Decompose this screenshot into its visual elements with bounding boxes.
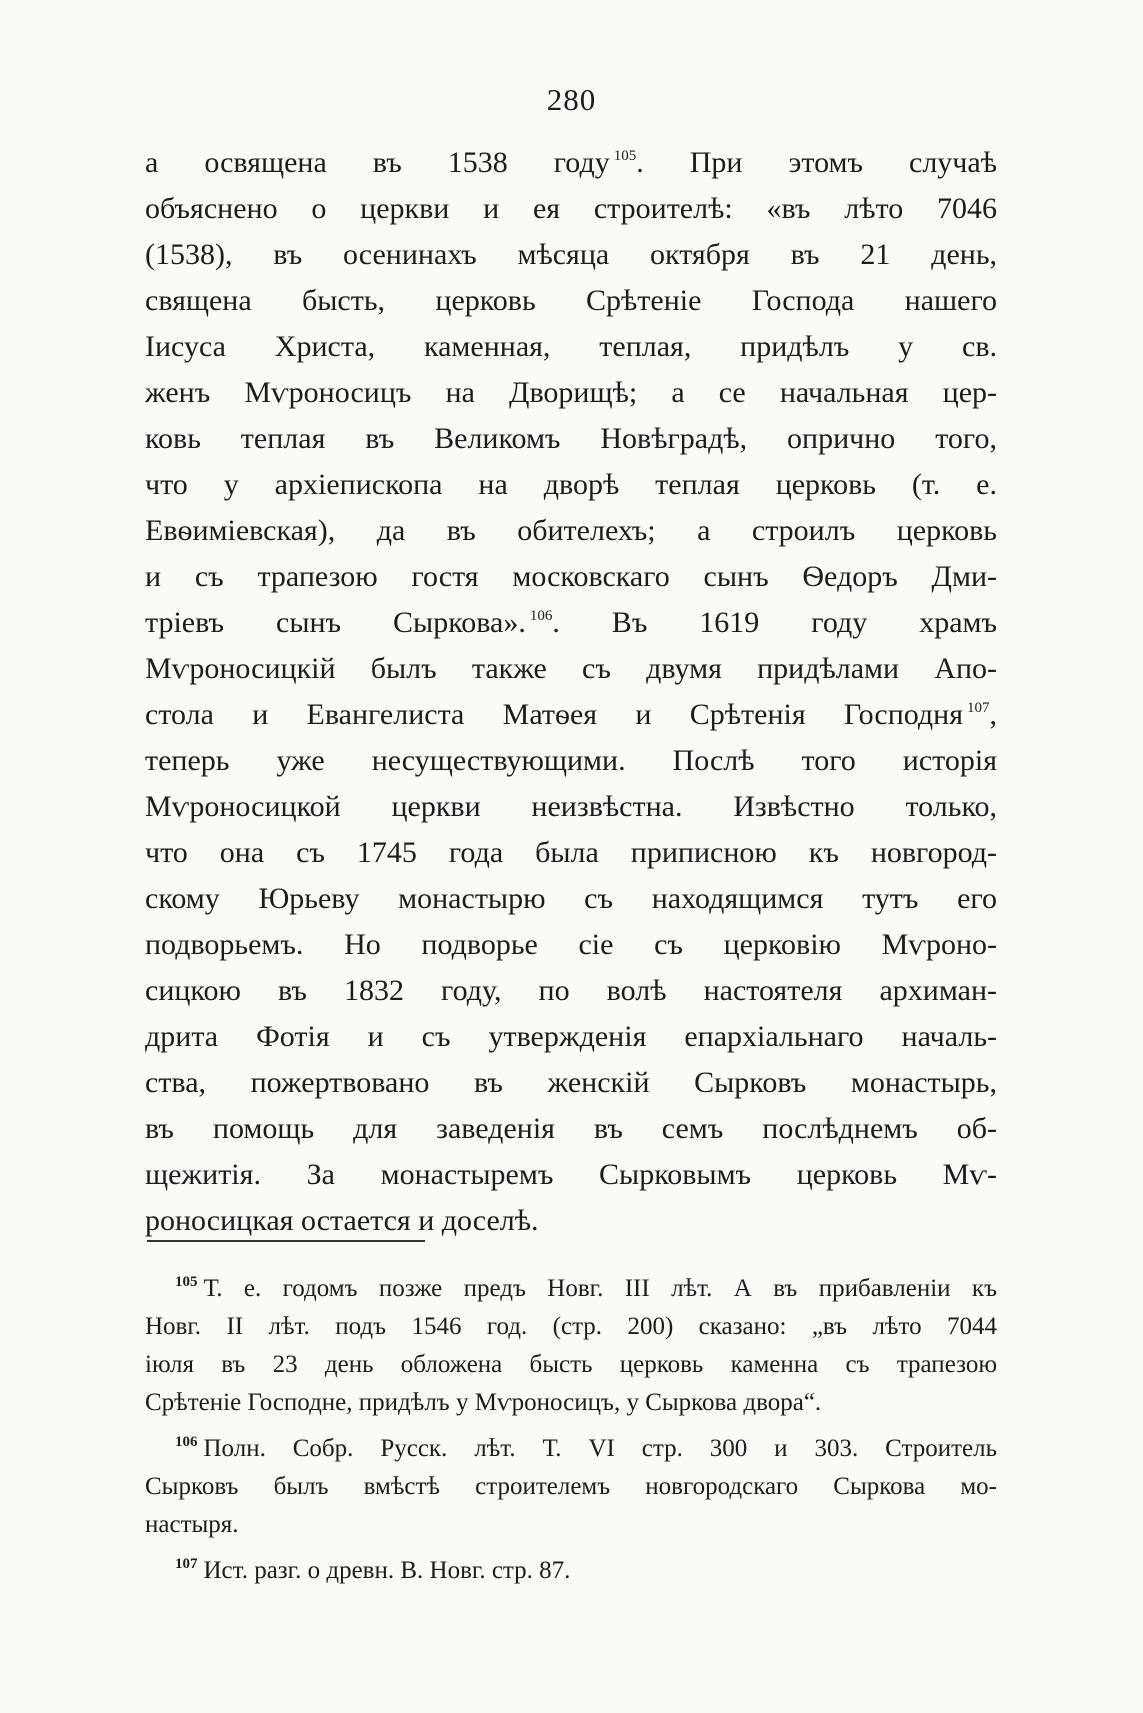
text-line: подворьемъ. Но подворье сіе съ церковію Мѵроно- <box>145 928 997 961</box>
text-line: что у архіепископа на дворѣ теплая церковь (т. е. <box>145 468 997 501</box>
footnote-line: Срѣтеніе Господне, придѣлъ у Мѵроносицъ, у Сыркова двора“. <box>145 1389 822 1416</box>
footnote-ref: 105 <box>613 148 637 164</box>
text-line: щежитія. За монастыремъ Сырковымъ церковь Мѵ- <box>145 1158 997 1191</box>
footnote-ref: 107 <box>967 700 990 716</box>
footnote-105 <box>145 1270 997 1422</box>
text-line: Іисуса Христа, каменная, теплая, придѣлъ у св. <box>145 330 997 363</box>
text-line: дрита Фотія и съ утвержденія епархіальнаго началь- <box>145 1020 997 1053</box>
page-number: 280 <box>546 82 597 117</box>
footnote-separator <box>147 1240 425 1242</box>
text-line: что она съ 1745 года была приписною къ новгород- <box>145 836 997 869</box>
text-line: въ помощь для заведенія въ семъ послѣднемъ об- <box>145 1112 997 1145</box>
footnote-number: 106 <box>175 1434 198 1450</box>
text-line: сицкою въ 1832 году, по волѣ настоятеля архиман- <box>145 974 997 1007</box>
footnote-106 <box>145 1430 997 1544</box>
text-line: Мѵроносицкой церкви неизвѣстна. Извѣстно только, <box>145 790 997 823</box>
text-line: священа бысть, церковь Срѣтеніе Господа нашего <box>145 284 997 317</box>
text-line: стола и Евангелиста Матѳея и Срѣтенія Господня $^{107}$, <box>145 698 997 731</box>
footnote-ref: 106 <box>529 608 553 624</box>
footnote-line: Новг. II лѣт. подъ 1546 год. (стр. 200) сказано: „въ лѣто 7044 <box>145 1313 997 1340</box>
main-text <box>145 140 997 1244</box>
footnote-107 <box>145 1552 997 1590</box>
text-line: женъ Мѵроносицъ на Дворищѣ; а се начальная цер- <box>145 376 997 409</box>
text-line: ства, пожертвовано въ женскій Сырковъ монастырь, <box>145 1066 997 1099</box>
text-line: объяснено о церкви и ея строителѣ: «въ лѣто 7046 <box>145 192 997 225</box>
footnote-line: Сырковъ былъ вмѣстѣ строителемъ новгородскаго Сыркова мо- <box>145 1473 997 1500</box>
text-line: тріевъ сынъ Сыркова». $^{106}$. Въ 1619 году храмъ <box>145 606 997 639</box>
text-line: Мѵроносицкій былъ также съ двумя придѣлами Апо- <box>145 652 997 685</box>
footnote-line: $^{106}$ Полн. Собр. Русск. лѣт. Т. VI стр. 300 и 303. Строитель <box>175 1434 997 1462</box>
text-line: роносицкая остается и доселѣ. <box>145 1204 539 1237</box>
text-line: и съ трапезою гостя московскаго сынъ Ѳедоръ Дми- <box>145 560 997 593</box>
footnote-number: 105 <box>175 1274 198 1290</box>
text-line: теперь уже несуществующими. Послѣ того исторія <box>145 744 997 777</box>
footnotes <box>145 1270 997 1590</box>
footnote-line: $^{107}$ Ист. разг. о древн. В. Новг. стр. 87. <box>175 1556 571 1584</box>
text-line: скому Юрьеву монастырю съ находящимся тутъ его <box>145 882 997 915</box>
text-line: (1538), въ осенинахъ мѣсяца октября въ 21 день, <box>145 238 997 271</box>
footnote-number: 107 <box>175 1556 198 1572</box>
footnote-line: настыря. <box>145 1511 239 1538</box>
text-line: а освящена въ 1538 году $^{105}$. При этомъ случаѣ <box>145 146 997 179</box>
text-line: ковь теплая въ Великомъ Новѣградѣ, опрично того, <box>145 422 997 455</box>
text-line: Евѳиміевская), да въ обителехъ; а строилъ церковь <box>145 514 997 547</box>
footnote-line: $^{105}$ Т. е. годомъ позже предъ Новг. III лѣт. А въ прибавленіи къ <box>175 1274 997 1302</box>
footnote-line: іюля въ 23 день обложена бысть церковь каменна съ трапезою <box>145 1351 997 1378</box>
